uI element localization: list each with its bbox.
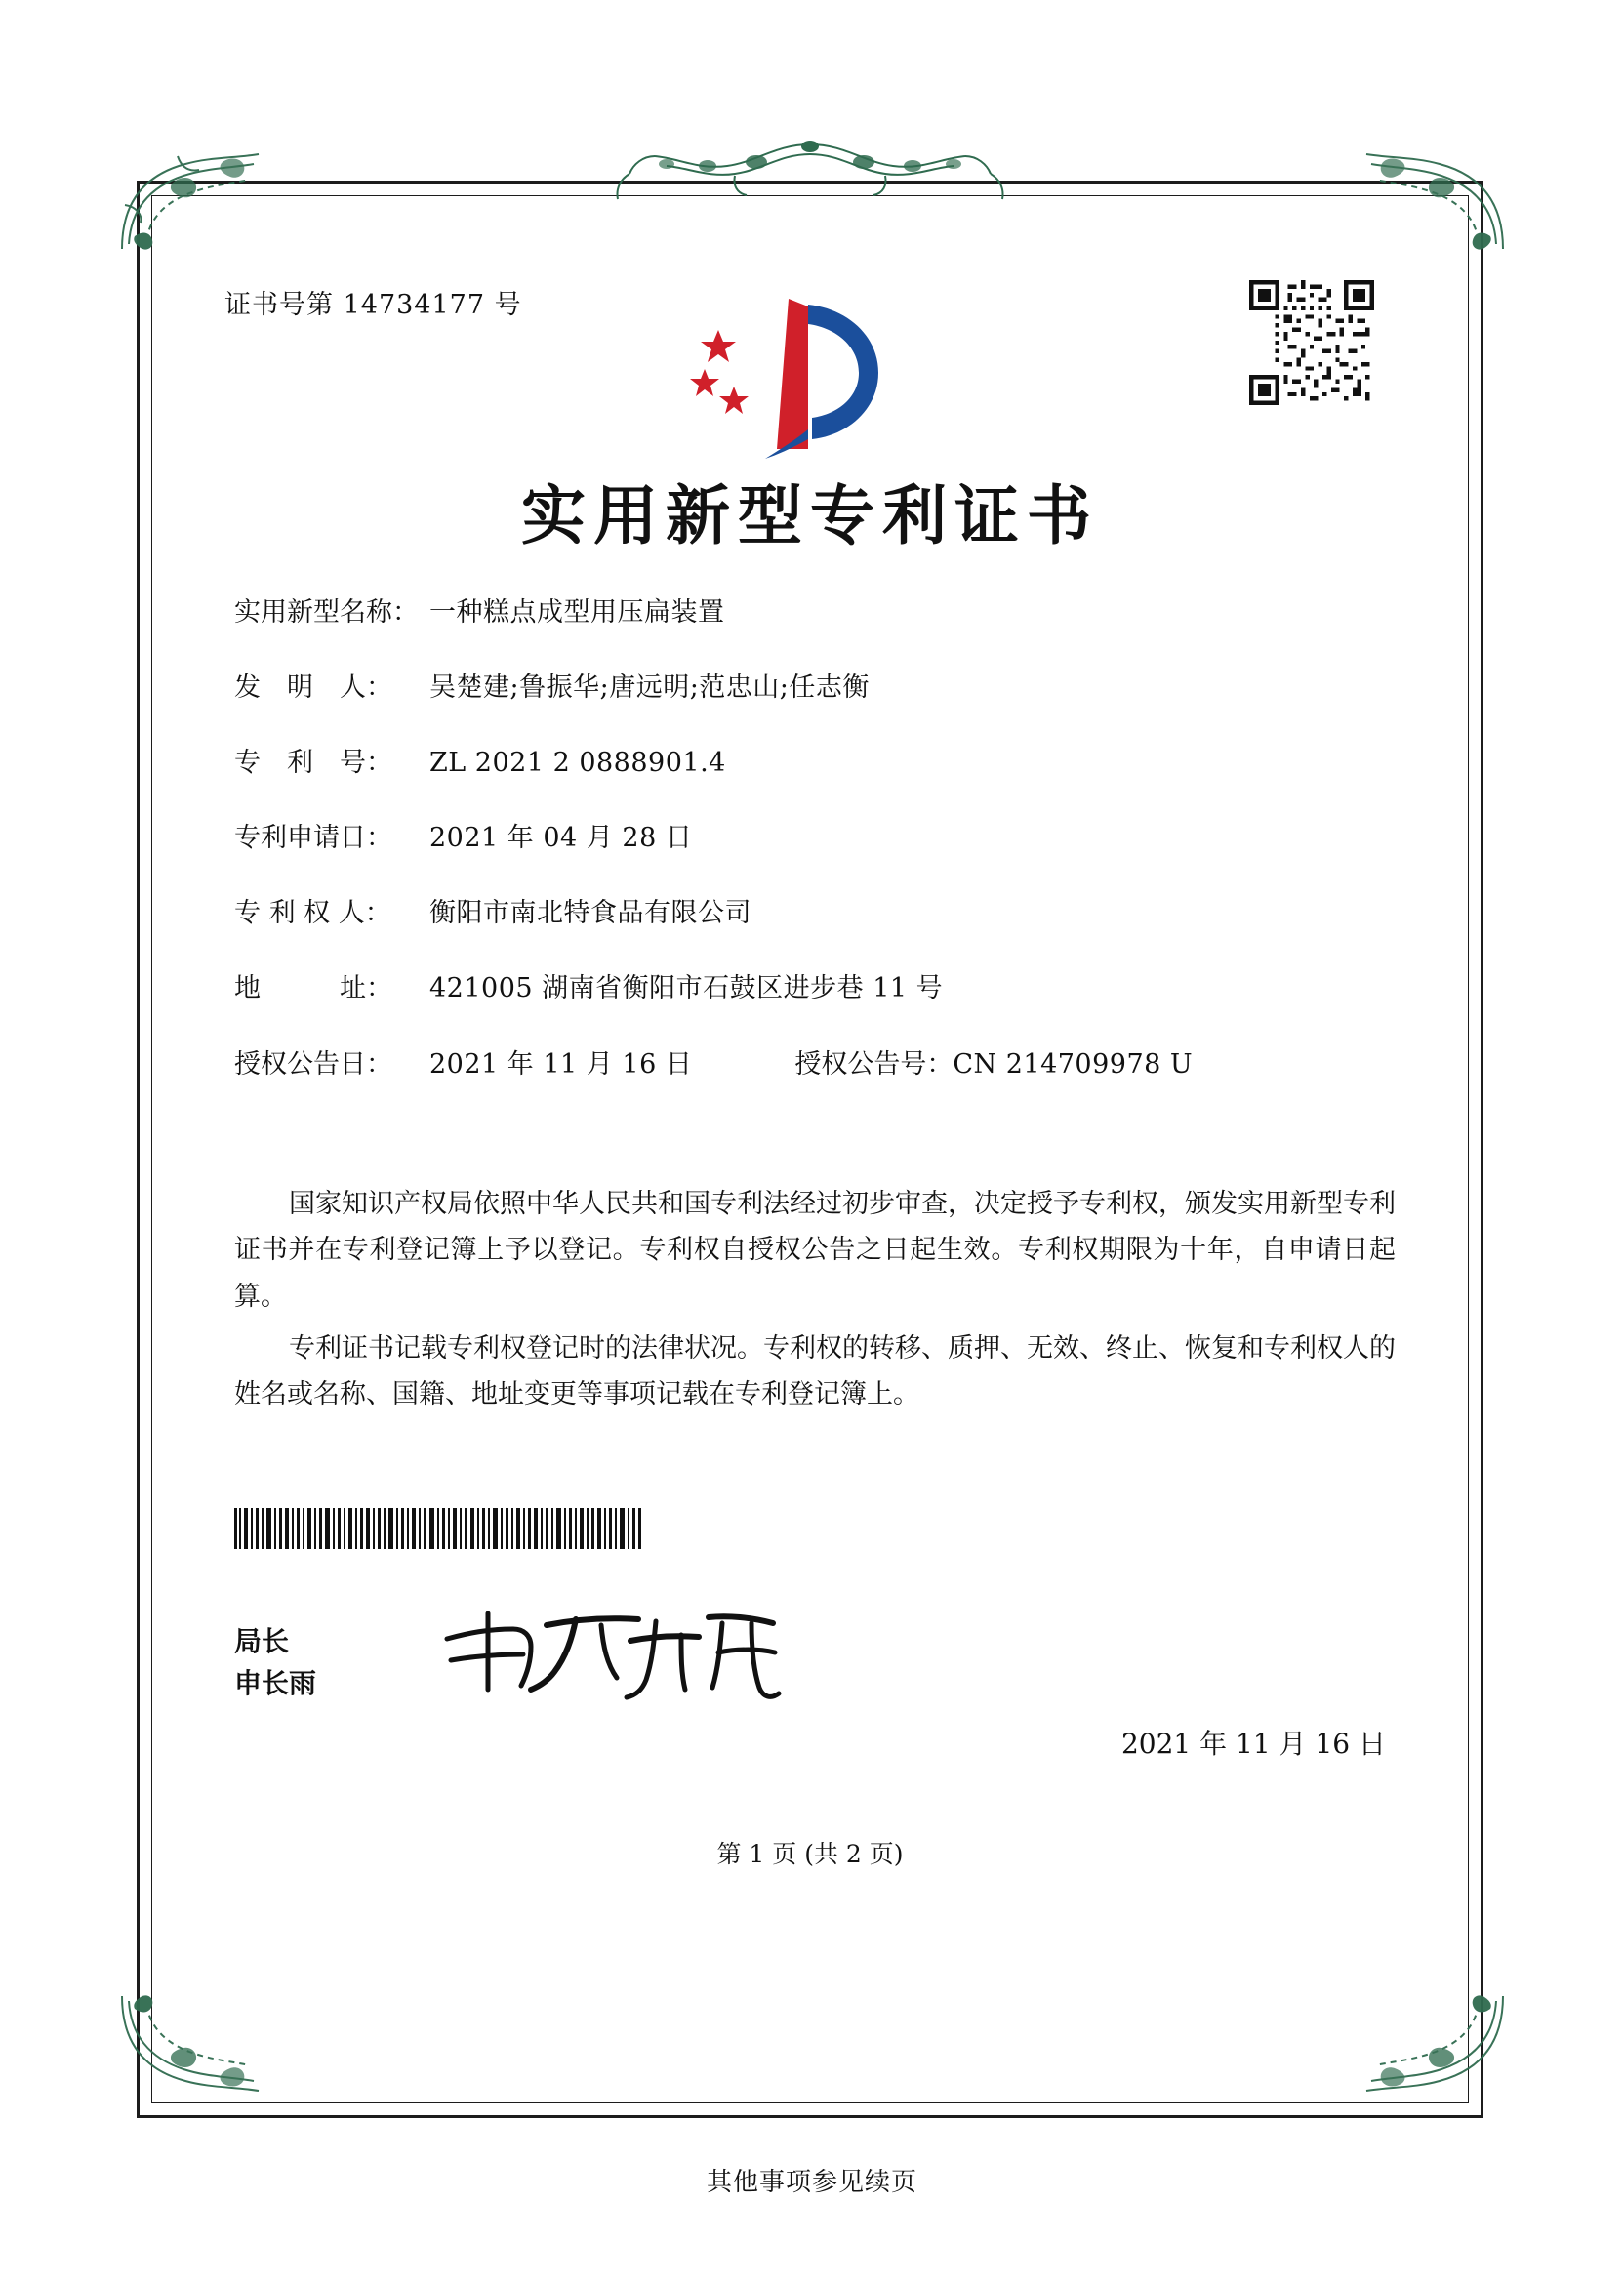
- field-row-patent-number: [234, 746, 1396, 780]
- issue-date: 2021 年 11 月 16 日: [1120, 1728, 1386, 1760]
- field-label: 专 利 号：: [234, 748, 392, 779]
- certificate-number: 证书号第 14734177 号: [224, 290, 522, 320]
- qr-code: [1249, 280, 1374, 405]
- cnipa-logo-icon: [683, 293, 888, 464]
- field-value-grant-date: 2021 年 11 月 16 日: [429, 1048, 693, 1080]
- field-value: 421005 湖南省衡阳市石鼓区进步巷 11 号: [429, 973, 944, 1004]
- field-row-patentee: [234, 896, 1396, 930]
- top-ornament-icon: [561, 137, 1059, 205]
- field-value: 吴楚建;鲁振华;唐远明;范忠山;任志衡: [429, 673, 870, 704]
- field-row-utility-model-name: [234, 595, 1396, 630]
- corner-ornament-top-right-icon: [1361, 146, 1508, 254]
- commissioner-name: 申长雨: [234, 1667, 317, 1700]
- field-row-address: [234, 971, 1396, 1005]
- handwritten-signature-icon: [429, 1596, 800, 1703]
- field-value: 2021 年 04 月 28 日: [429, 823, 693, 854]
- field-row-inventors: [234, 671, 1396, 705]
- corner-ornament-bottom-left-icon: [117, 1991, 264, 2099]
- field-label: 专利申请日：: [234, 823, 392, 854]
- footer-note: 其他事项参见续页: [706, 2168, 917, 2197]
- page-title: 实用新型专利证书: [521, 477, 1099, 553]
- field-row-application-date: [234, 821, 1396, 855]
- legal-text: [234, 1181, 1396, 1423]
- commissioner-title: 局长: [234, 1625, 290, 1657]
- field-value: 一种糕点成型用压扁装置: [429, 597, 725, 628]
- field-label: 实用新型名称：: [234, 597, 419, 628]
- signature-block: [234, 1620, 917, 1705]
- field-value-grant-number: CN 214709978 U: [953, 1048, 1194, 1080]
- legal-paragraph-2: 专利证书记载专利权登记时的法律状况。专利权的转移、质押、无效、终止、恢复和专利权人的姓名或名称、国籍、地址变更等事项记载在专利登记簿上。: [234, 1332, 1396, 1409]
- field-row-grant-announcement: [234, 1047, 1396, 1081]
- field-list: [234, 595, 1396, 1122]
- field-label: 专 利 权 人：: [234, 898, 391, 929]
- field-value: 衡阳市南北特食品有限公司: [429, 898, 751, 929]
- page-number: 第 1 页 (共 2 页): [716, 1840, 904, 1868]
- field-label-grant-date: 授权公告日：: [234, 1048, 392, 1080]
- field-label-grant-number: 授权公告号：: [794, 1048, 954, 1080]
- legal-paragraph-1: 国家知识产权局依照中华人民共和国专利法经过初步审查，决定授予专利权，颁发实用新型专利证书并在专利登记簿上予以登记。专利权自授权公告之日起生效。专利权期限为十年，自申请日起算。: [234, 1189, 1396, 1312]
- field-label: 地 址：: [234, 973, 392, 1004]
- field-label: 发 明 人：: [234, 673, 392, 704]
- field-value: ZL 2021 2 0888901.4: [429, 748, 726, 779]
- corner-ornament-top-left-icon: [117, 146, 264, 254]
- barcode: [234, 1508, 644, 1549]
- corner-ornament-bottom-right-icon: [1361, 1991, 1508, 2099]
